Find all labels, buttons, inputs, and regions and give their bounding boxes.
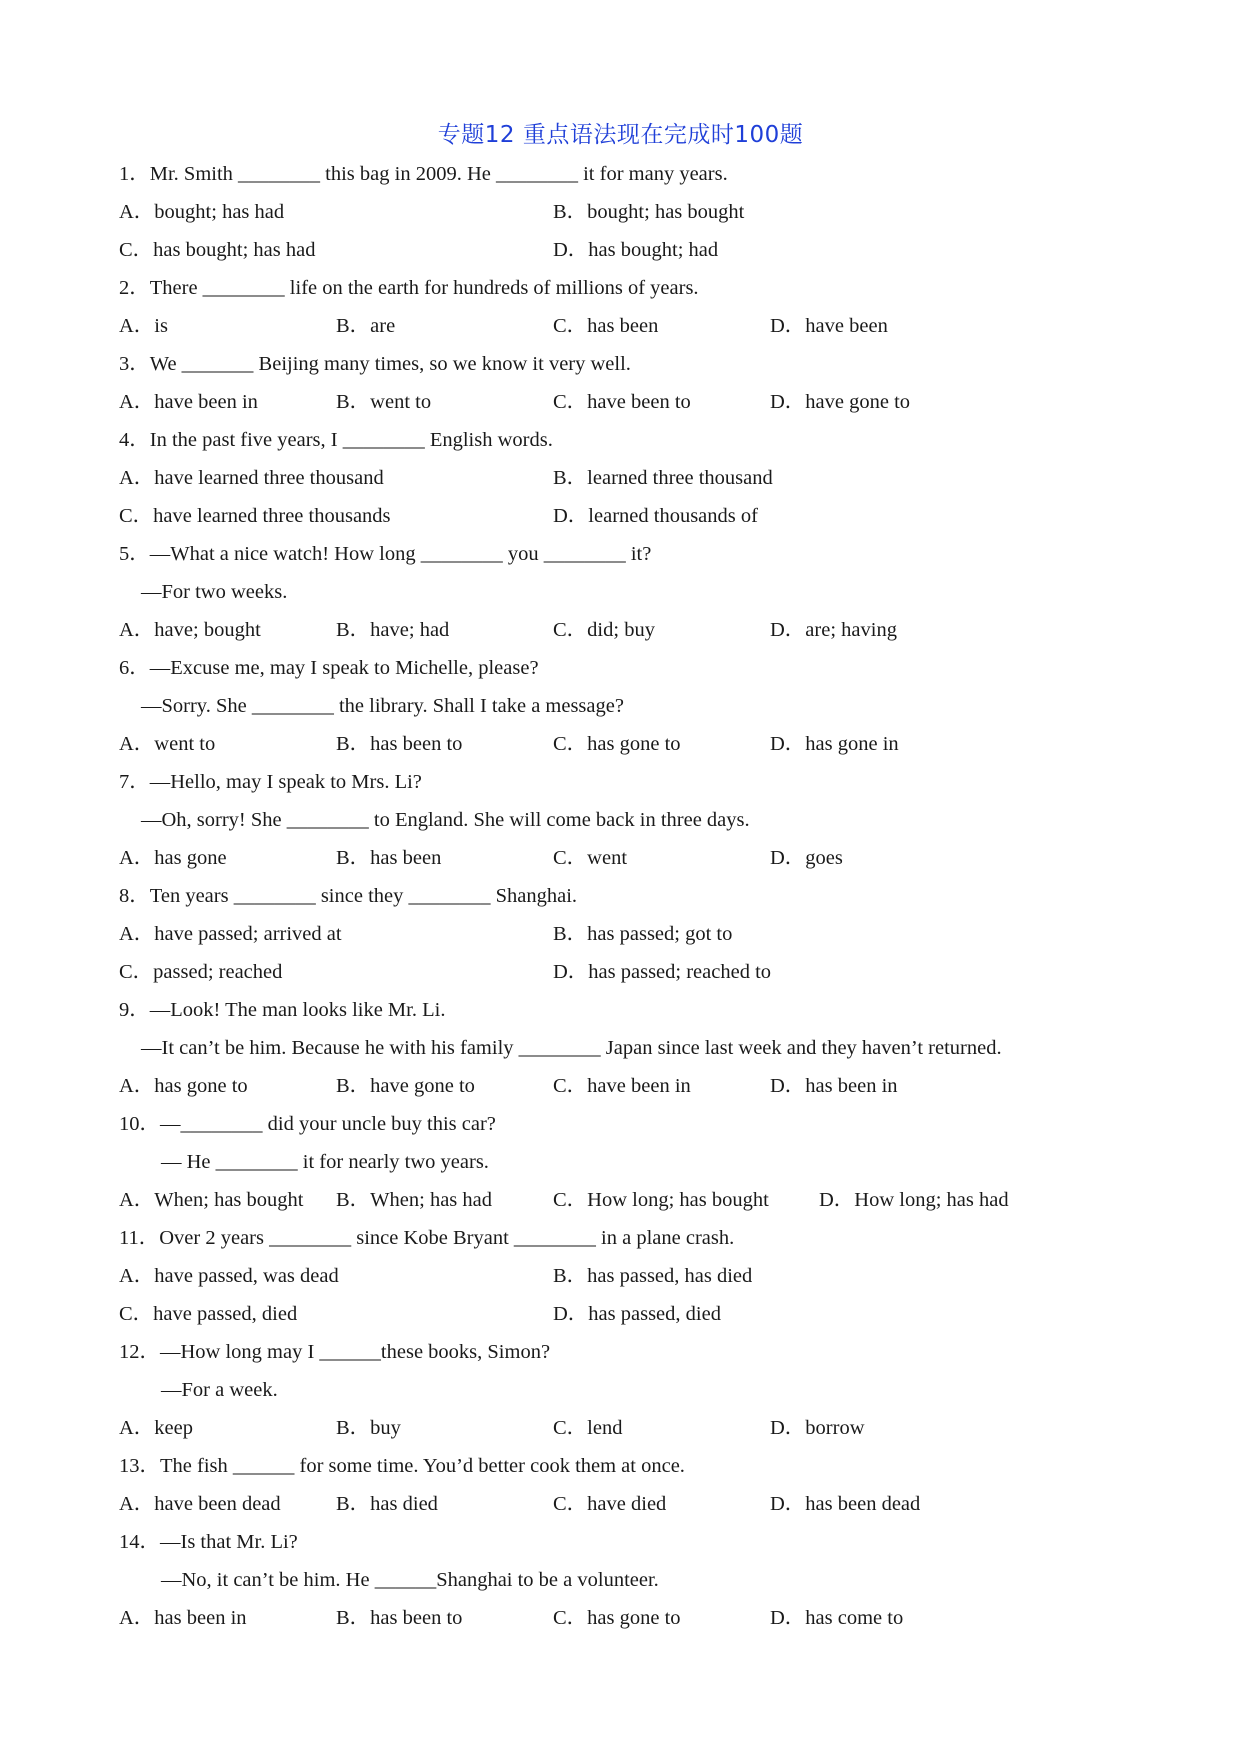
option-d: D．have been <box>770 315 888 337</box>
option-d: D．borrow <box>770 1417 865 1439</box>
option-a: A．has gone to <box>119 1075 248 1097</box>
option-d: D．learned thousands of <box>553 505 758 527</box>
option-row <box>119 725 1199 763</box>
option-row <box>119 915 1199 953</box>
option-a: A．has gone <box>119 847 227 869</box>
option-c: C．have been to <box>553 391 691 413</box>
option-d: D．goes <box>770 847 843 869</box>
option-a: A．bought; has had <box>119 201 285 223</box>
option-c: C．have been in <box>553 1075 691 1097</box>
option-b: B．went to <box>336 391 432 413</box>
option-a: A．is <box>119 315 168 337</box>
question-list <box>119 155 1199 1637</box>
question-stem-reply: —It can’t be him. Because he with his family ________ Japan since last week and they haven’t returned. <box>141 1037 1002 1059</box>
option-d: D．has been in <box>770 1075 898 1097</box>
option-row <box>119 231 1199 269</box>
option-d: D．has passed; reached to <box>553 961 772 983</box>
option-c: C．has been <box>553 315 659 337</box>
question-stem: 11．Over 2 years ________ since Kobe Bryant ________ in a plane crash. <box>119 1227 735 1249</box>
option-c: C．have died <box>553 1493 667 1515</box>
option-c: C．have passed, died <box>119 1303 298 1325</box>
option-row <box>119 383 1199 421</box>
option-d: D．How long; has had <box>819 1189 1009 1211</box>
option-d: D．has come to <box>770 1607 904 1629</box>
option-d: D．are; having <box>770 619 897 641</box>
option-a: A．have learned three thousand <box>119 467 384 489</box>
option-b: B．has died <box>336 1493 438 1515</box>
option-a: A．went to <box>119 733 216 755</box>
option-c: C．have learned three thousands <box>119 505 391 527</box>
option-row <box>119 307 1199 345</box>
option-row <box>119 1067 1199 1105</box>
question-stem: 4．In the past five years, I ________ English words. <box>119 429 553 451</box>
question-stem-reply: — He ________ it for nearly two years. <box>161 1151 489 1173</box>
option-b: B．has been to <box>336 733 463 755</box>
option-d: D．have gone to <box>770 391 911 413</box>
option-a: A．When; has bought <box>119 1189 304 1211</box>
option-c: C．How long; has bought <box>553 1189 769 1211</box>
option-row <box>119 1409 1199 1447</box>
option-a: A．keep <box>119 1417 194 1439</box>
option-c: C．lend <box>553 1417 623 1439</box>
option-a: A．have been in <box>119 391 258 413</box>
question-stem: 13．The fish ______ for some time. You’d better cook them at once. <box>119 1455 685 1477</box>
option-b: B．has been <box>336 847 442 869</box>
option-d: D．has been dead <box>770 1493 921 1515</box>
option-row <box>119 1181 1199 1219</box>
question-stem-reply: —No, it can’t be him. He ______Shanghai to be a volunteer. <box>161 1569 659 1591</box>
option-b: B．have gone to <box>336 1075 475 1097</box>
option-c: C．passed; reached <box>119 961 283 983</box>
question-stem: 2．There ________ life on the earth for hundreds of millions of years. <box>119 277 699 299</box>
option-row <box>119 1295 1199 1333</box>
question-stem: 7．—Hello, may I speak to Mrs. Li? <box>119 771 422 793</box>
question-stem-reply: —Oh, sorry! She ________ to England. She will come back in three days. <box>141 809 750 831</box>
option-row <box>119 1257 1199 1295</box>
question-stem: 8．Ten years ________ since they ________ Shanghai. <box>119 885 578 907</box>
option-a: A．has been in <box>119 1607 247 1629</box>
question-stem: 12．—How long may I ______these books, Simon? <box>119 1341 551 1363</box>
option-a: A．have passed; arrived at <box>119 923 342 945</box>
option-row <box>119 1599 1199 1637</box>
option-c: C．has gone to <box>553 733 681 755</box>
option-b: B．learned three thousand <box>553 467 773 489</box>
option-b: B．has passed; got to <box>553 923 733 945</box>
option-row <box>119 1485 1199 1523</box>
question-stem-reply: —Sorry. She ________ the library. Shall I take a message? <box>141 695 624 717</box>
question-stem: 10．—________ did your uncle buy this car? <box>119 1113 496 1135</box>
option-b: B．have; had <box>336 619 450 641</box>
option-b: B．bought; has bought <box>553 201 745 223</box>
question-stem: 9．—Look! The man looks like Mr. Li. <box>119 999 446 1021</box>
option-a: A．have been dead <box>119 1493 281 1515</box>
option-a: A．have; bought <box>119 619 261 641</box>
question-stem: 5．—What a nice watch! How long ________ you ________ it? <box>119 543 652 565</box>
option-b: B．When; has had <box>336 1189 492 1211</box>
option-b: B．has been to <box>336 1607 463 1629</box>
option-c: C．has bought; has had <box>119 239 316 261</box>
option-c: C．did; buy <box>553 619 655 641</box>
question-stem: 6．—Excuse me, may I speak to Michelle, please? <box>119 657 539 679</box>
option-d: D．has gone in <box>770 733 899 755</box>
option-row <box>119 497 1199 535</box>
page-title: 专题12 重点语法现在完成时100题 <box>437 122 804 148</box>
question-stem: 1．Mr. Smith ________ this bag in 2009. He ________ it for many years. <box>119 163 728 185</box>
option-c: C．went <box>553 847 628 869</box>
option-d: D．has passed, died <box>553 1303 721 1325</box>
option-d: D．has bought; had <box>553 239 719 261</box>
option-b: B．has passed, has died <box>553 1265 753 1287</box>
question-stem-reply: —For two weeks. <box>141 581 288 603</box>
question-stem: 3．We _______ Beijing many times, so we know it very well. <box>119 353 631 375</box>
option-c: C．has gone to <box>553 1607 681 1629</box>
option-a: A．have passed, was dead <box>119 1265 339 1287</box>
option-b: B．buy <box>336 1417 401 1439</box>
option-row <box>119 839 1199 877</box>
question-stem-reply: —For a week. <box>161 1379 278 1401</box>
option-b: B．are <box>336 315 396 337</box>
question-stem: 14．—Is that Mr. Li? <box>119 1531 298 1553</box>
option-row <box>119 193 1199 231</box>
option-row <box>119 459 1199 497</box>
option-row <box>119 953 1199 991</box>
option-row <box>119 611 1199 649</box>
